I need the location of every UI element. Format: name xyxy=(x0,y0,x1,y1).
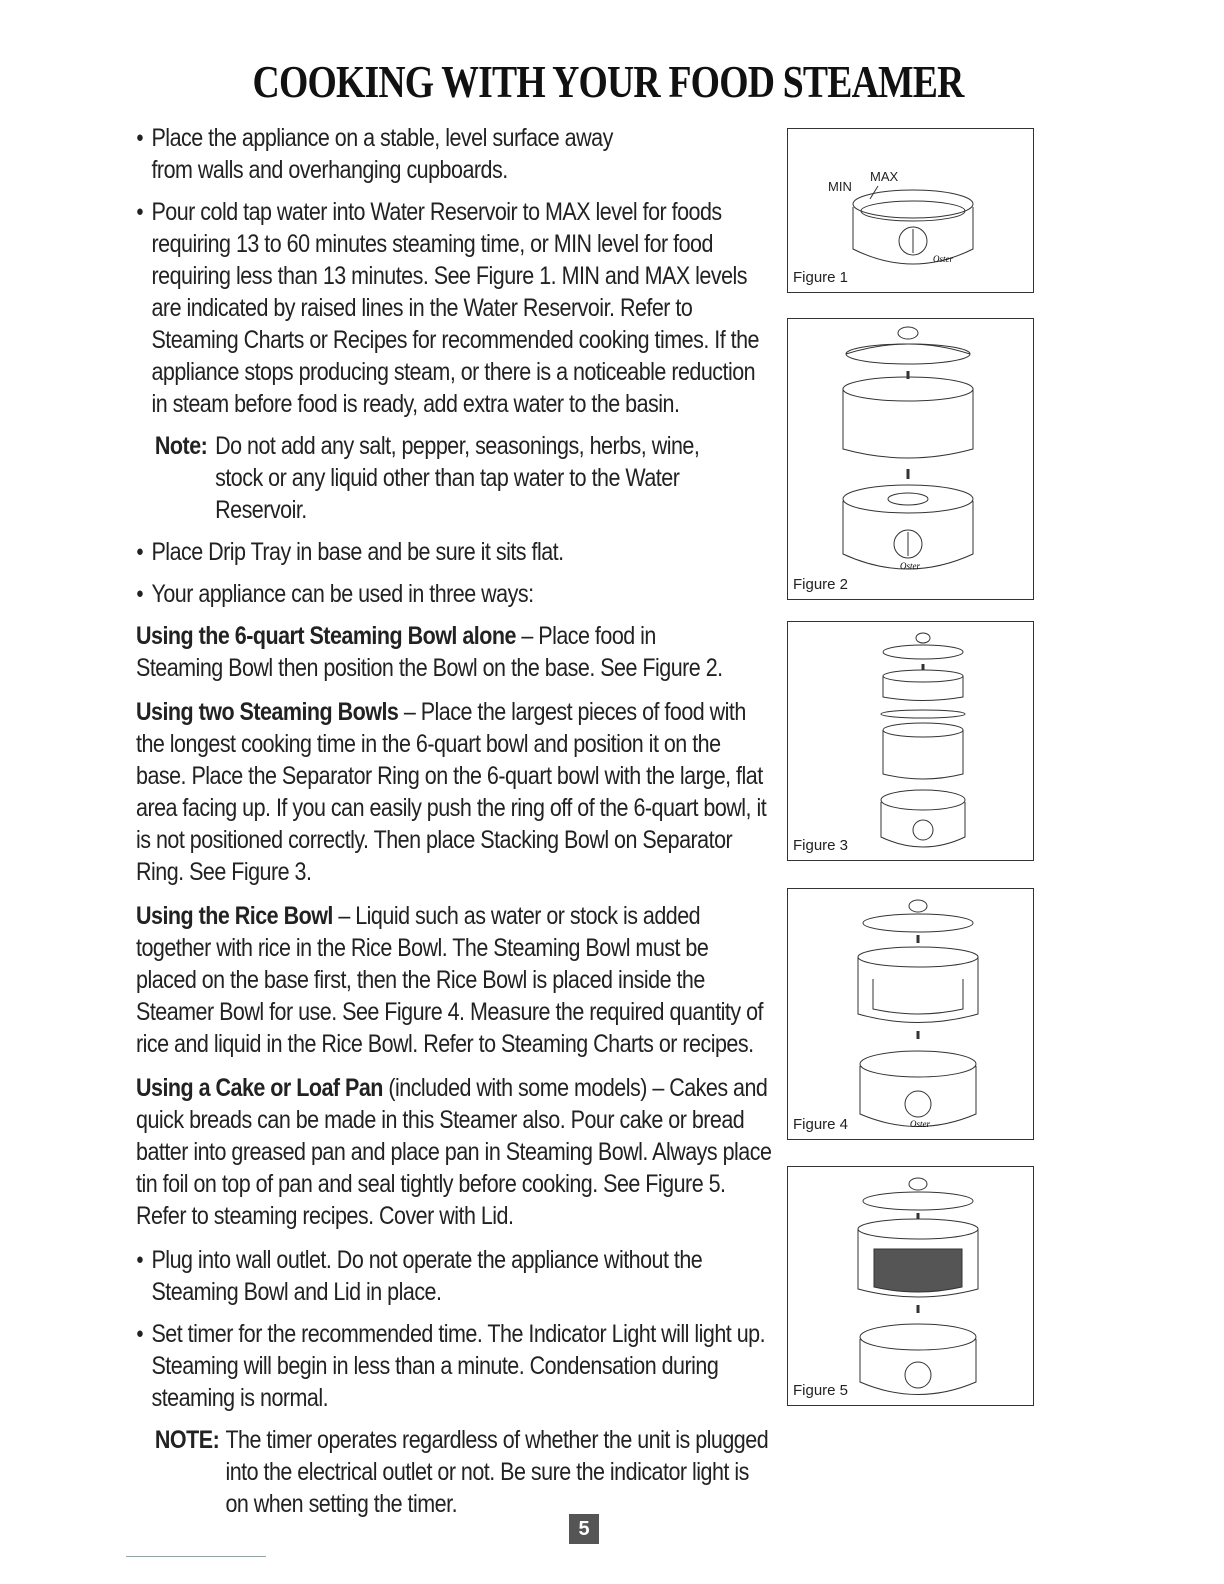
rice-bowl-illustration xyxy=(788,889,1033,1139)
note-text: Do not add any salt, pepper, seasonings, herbs, wine, stock or any liquid other than tap water to the Water Reservoir. xyxy=(215,432,700,524)
bullet-placement: ● Place the appliance on a stable, level surface away from walls and overhanging cupboards. xyxy=(136,122,616,186)
para-heading: Using two Steaming Bowls xyxy=(136,698,399,726)
figure-3 xyxy=(787,621,1034,861)
steamer-base-illustration xyxy=(788,129,1033,292)
brand-logo: Oster xyxy=(900,561,920,571)
bullet-plug: ● Plug into wall outlet. Do not operate the appliance without the Steaming Bowl and Lid in place. xyxy=(136,1244,772,1308)
bullet-three-ways: ● Your appliance can be used in three ways: xyxy=(136,578,772,610)
para-heading: Using a Cake or Loaf Pan xyxy=(136,1074,383,1102)
footer-divider xyxy=(126,1556,266,1557)
bullet-drip-tray: ● Place Drip Tray in base and be sure it sits flat. xyxy=(136,536,772,568)
two-bowls-illustration xyxy=(788,622,1033,860)
figure-caption: Figure 4 xyxy=(793,1116,849,1133)
single-bowl-illustration xyxy=(788,319,1033,599)
para-heading: Using the Rice Bowl xyxy=(136,902,333,930)
para-text: (included with some models) – Cakes and quick breads can be made in this Steamer also. Pour cake or bread batter into greased pan and place pan in Steaming Bowl. Always place tin foil on top of pan and seal tightly before cooking. See Figure 5. Refer to steaming recipes. Cover with Lid. xyxy=(136,1074,772,1230)
para-single-bowl xyxy=(136,620,738,684)
para-heading: Using the 6-quart Steaming Bowl alone xyxy=(136,622,516,650)
note-text: The timer operates regardless of whether the unit is plugged into the electrical outlet or not. Be sure the indicator light is on when setting the timer. xyxy=(225,1426,769,1518)
para-text: – Place the largest pieces of food with the longest cooking time in the 6-quart bowl and position it on the base. Place the Separator Ring on the 6-quart bowl with the large, flat area facing up. If you can easily push the ring off of the 6-quart bowl, it is not positioned correctly. Then place Stacking Bowl on Separator Ring. See Figure 3. xyxy=(136,698,767,886)
figure-caption: Figure 3 xyxy=(793,837,849,854)
page-title: COOKING WITH YOUR FOOD STEAMER xyxy=(252,56,964,107)
note-label: NOTE: xyxy=(154,1426,220,1454)
brand-logo: Oster xyxy=(910,1119,930,1129)
para-cake-pan xyxy=(136,1072,772,1232)
note-water xyxy=(155,430,748,526)
bullet-timer: ● Set timer for the recommended time. The Indicator Light will light up. Steaming will begin in less than a minute. Condensation during steaming is normal. xyxy=(136,1318,772,1414)
para-two-bowls xyxy=(136,696,772,888)
para-text: – Liquid such as water or stock is added together with rice in the Rice Bowl. The Steaming Bowl must be placed on the base first, then the Rice Bowl is placed inside the Steamer Bowl for use. See Figure 4. Measure the required quantity of rice and liquid in the Rice Bowl. Refer to Steaming Charts or recipes. xyxy=(136,902,763,1058)
para-rice-bowl xyxy=(136,900,772,1060)
figure-1 xyxy=(787,128,1034,293)
max-label: MAX xyxy=(870,169,899,184)
figure-5 xyxy=(787,1166,1034,1406)
figure-4 xyxy=(787,888,1034,1140)
bullet-water: ● Pour cold tap water into Water Reservoir to MAX level for foods requiring 13 to 60 minutes steaming time, or MIN level for food requiring less than 13 minutes. See Figure 1. MIN and MAX levels are indicated by raised lines in the Water Reservoir. Refer to Steaming Charts or Recipes for recommended cooking times. If the appliance stops producing steam, or there is a noticeable reduction in steam before food is ready, add extra water to the basin. xyxy=(136,196,772,420)
cake-pan-illustration xyxy=(788,1167,1033,1405)
figure-caption: Figure 2 xyxy=(793,576,849,593)
min-label: MIN xyxy=(828,179,852,194)
para-text: – Place food in Steaming Bowl then position the Bowl on the base. See Figure 2. xyxy=(136,622,723,682)
figure-caption: Figure 5 xyxy=(793,1382,849,1399)
brand-logo: Oster xyxy=(933,254,953,264)
page-number: 5 xyxy=(569,1514,599,1544)
note-timer xyxy=(155,1424,772,1520)
figure-caption: Figure 1 xyxy=(793,269,849,286)
note-label: Note: xyxy=(154,432,208,460)
instructions-column xyxy=(136,122,776,1530)
figure-2 xyxy=(787,318,1034,600)
